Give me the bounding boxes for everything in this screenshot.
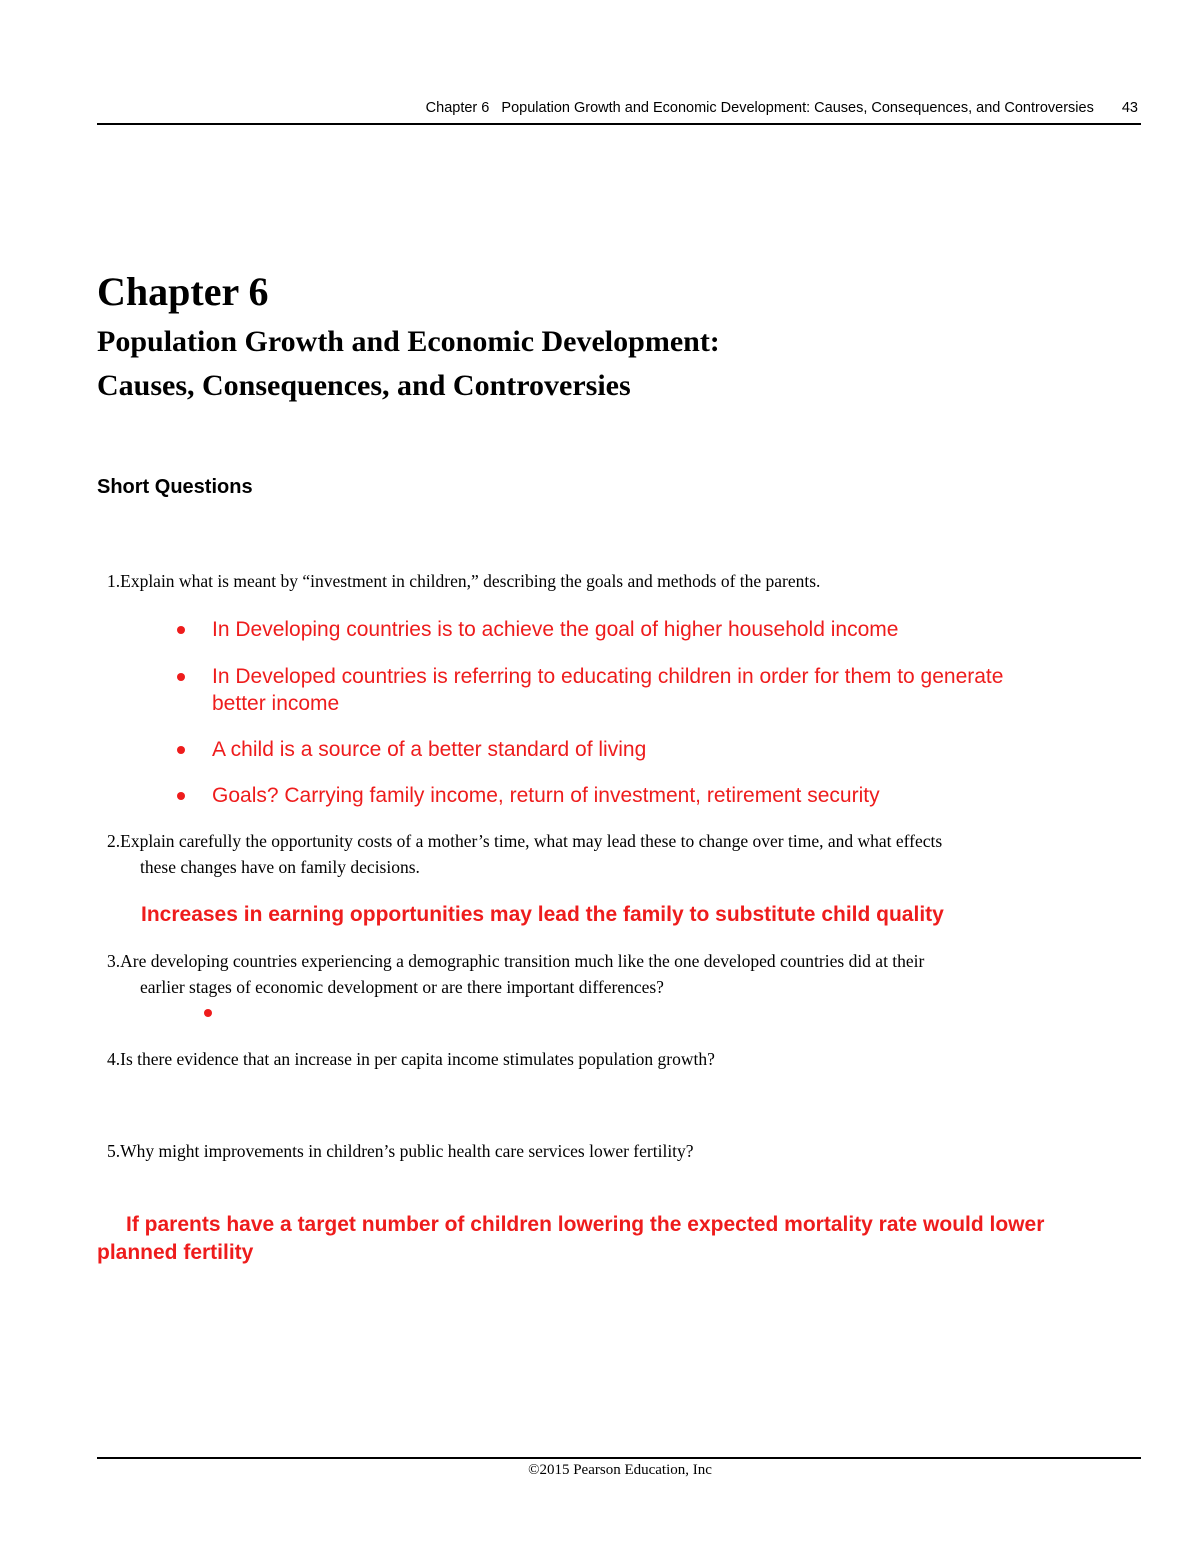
question-1 [107, 568, 820, 594]
answer-text [97, 1211, 1147, 1267]
question-text: Are developing countries experiencing a demographic transition much like the one developed countries did at their [120, 951, 925, 971]
answer-bullet [212, 782, 1142, 809]
footer-rule [97, 1457, 1141, 1459]
answer-line: In Developing countries is to achieve the goal of higher household income [212, 618, 899, 641]
bullet-icon [177, 673, 185, 681]
chapter-title [97, 320, 720, 408]
answer-line: If parents have a target number of children lowering the expected mortality rate would lower [126, 1213, 1045, 1236]
running-title: Chapter 6 Population Growth and Economic Development: Causes, Consequences, and Controversies [425, 100, 1094, 116]
bullet-icon [177, 792, 185, 800]
question-number: 3. [107, 951, 121, 971]
running-header [426, 100, 1138, 116]
question-text: Explain what is meant by “investment in children,” describing the goals and methods of the parents. [120, 571, 821, 591]
answer-line: planned fertility [97, 1241, 254, 1264]
question-number: 5. [107, 1141, 121, 1161]
answer-line: A child is a source of a better standard of living [212, 738, 647, 761]
bullet-icon [177, 626, 185, 634]
chapter-title-line1: Population Growth and Economic Development: [97, 325, 720, 358]
answer-bullet [212, 663, 1142, 717]
footer-copyright: ©2015 Pearson Education, Inc [528, 1462, 712, 1478]
page-number: 43 [1121, 100, 1138, 116]
question-number: 4. [107, 1049, 121, 1069]
chapter-number: Chapter 6 [97, 269, 269, 314]
answer-text: Increases in earning opportunities may lead the family to substitute child quality [141, 903, 944, 926]
answer-line: Goals? Carrying family income, return of investment, retirement security [212, 784, 880, 807]
answer-bullet [212, 616, 1142, 643]
question-text-cont: these changes have on family decisions. [140, 857, 420, 877]
question-text: Is there evidence that an increase in per capita income stimulates population growth? [120, 1049, 715, 1069]
question-text: Explain carefully the opportunity costs of a mother’s time, what may lead these to change over time, and what effects [120, 831, 943, 851]
answer-bullet [212, 736, 1142, 763]
question-text: Why might improvements in children’s public health care services lower fertility? [120, 1141, 694, 1161]
question-text-cont: earlier stages of economic development or are there important differences? [140, 977, 664, 997]
question-3 [107, 948, 1147, 1000]
question-5 [107, 1138, 694, 1164]
question-number: 2. [107, 831, 121, 851]
answer-line: better income [212, 692, 340, 715]
section-heading: Short Questions [97, 476, 253, 498]
answer-line: In Developed countries is referring to educating children in order for them to generate [212, 665, 1004, 688]
chapter-title-line2: Causes, Consequences, and Controversies [97, 369, 631, 402]
bullet-icon [177, 746, 185, 754]
question-4 [107, 1046, 715, 1072]
question-2 [107, 828, 1147, 880]
question-number: 1. [107, 571, 121, 591]
bullet-icon [204, 1009, 212, 1017]
header-rule [97, 123, 1141, 125]
